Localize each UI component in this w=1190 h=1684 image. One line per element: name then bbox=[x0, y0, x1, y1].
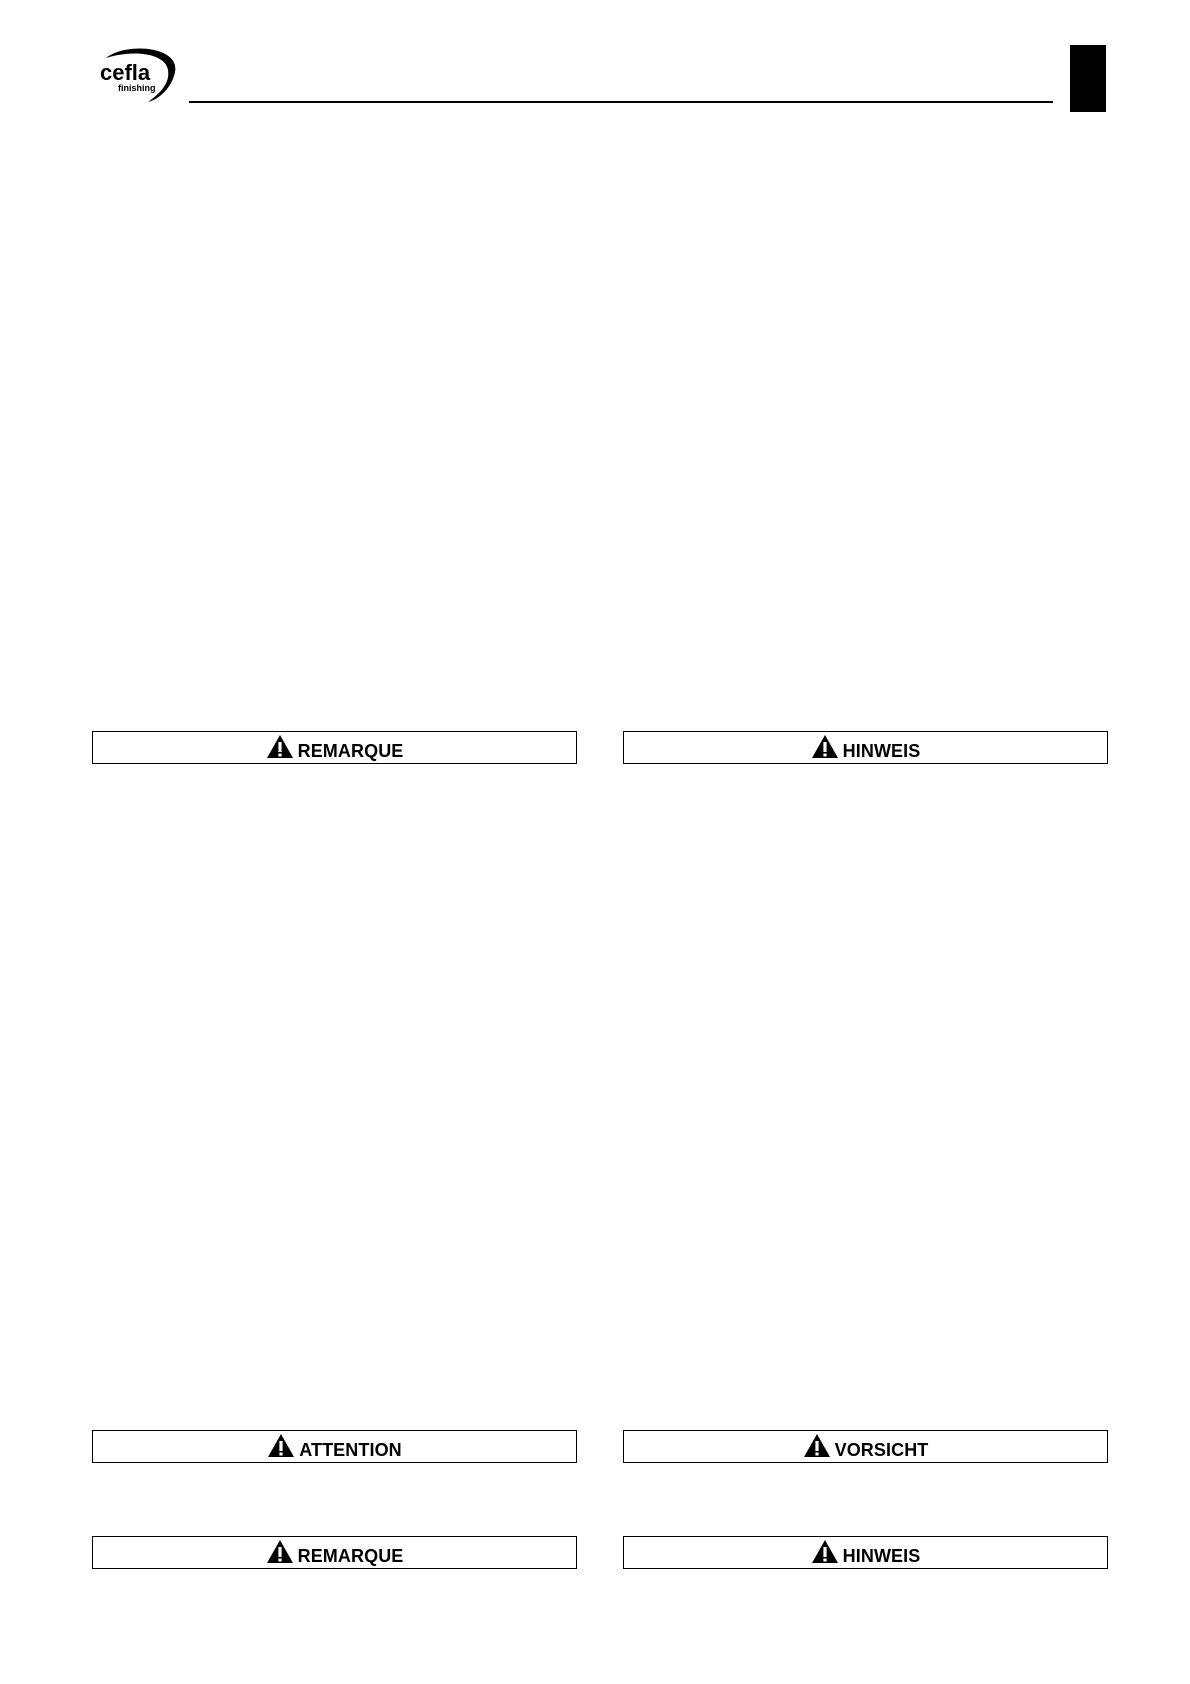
remarque-notice-box bbox=[92, 1536, 577, 1569]
vorsicht-notice-box bbox=[623, 1430, 1108, 1463]
warning-triangle-icon bbox=[266, 734, 294, 759]
notice-label: REMARQUE bbox=[297, 740, 404, 761]
notice-label: HINWEIS bbox=[842, 740, 921, 761]
attention-notice-box bbox=[92, 1430, 577, 1463]
notice-label: REMARQUE bbox=[297, 1545, 404, 1566]
warning-triangle-icon bbox=[811, 1539, 839, 1564]
logo-graphic bbox=[96, 44, 178, 104]
warning-triangle-icon bbox=[803, 1433, 831, 1458]
notice-label: ATTENTION bbox=[299, 1439, 402, 1460]
warning-triangle-icon bbox=[267, 1433, 295, 1458]
section-tab-marker bbox=[1070, 45, 1106, 112]
notice-label: HINWEIS bbox=[842, 1545, 921, 1566]
remarque-notice-box bbox=[92, 731, 577, 764]
header-rule bbox=[189, 101, 1053, 103]
warning-triangle-icon bbox=[266, 1539, 294, 1564]
svg-text:cefla: cefla bbox=[100, 60, 151, 85]
notice-label: VORSICHT bbox=[834, 1439, 929, 1460]
warning-triangle-icon bbox=[811, 734, 839, 759]
svg-text:finishing: finishing bbox=[118, 83, 156, 93]
cefla-finishing-logo bbox=[96, 44, 178, 104]
hinweis-notice-box bbox=[623, 731, 1108, 764]
hinweis-notice-box bbox=[623, 1536, 1108, 1569]
